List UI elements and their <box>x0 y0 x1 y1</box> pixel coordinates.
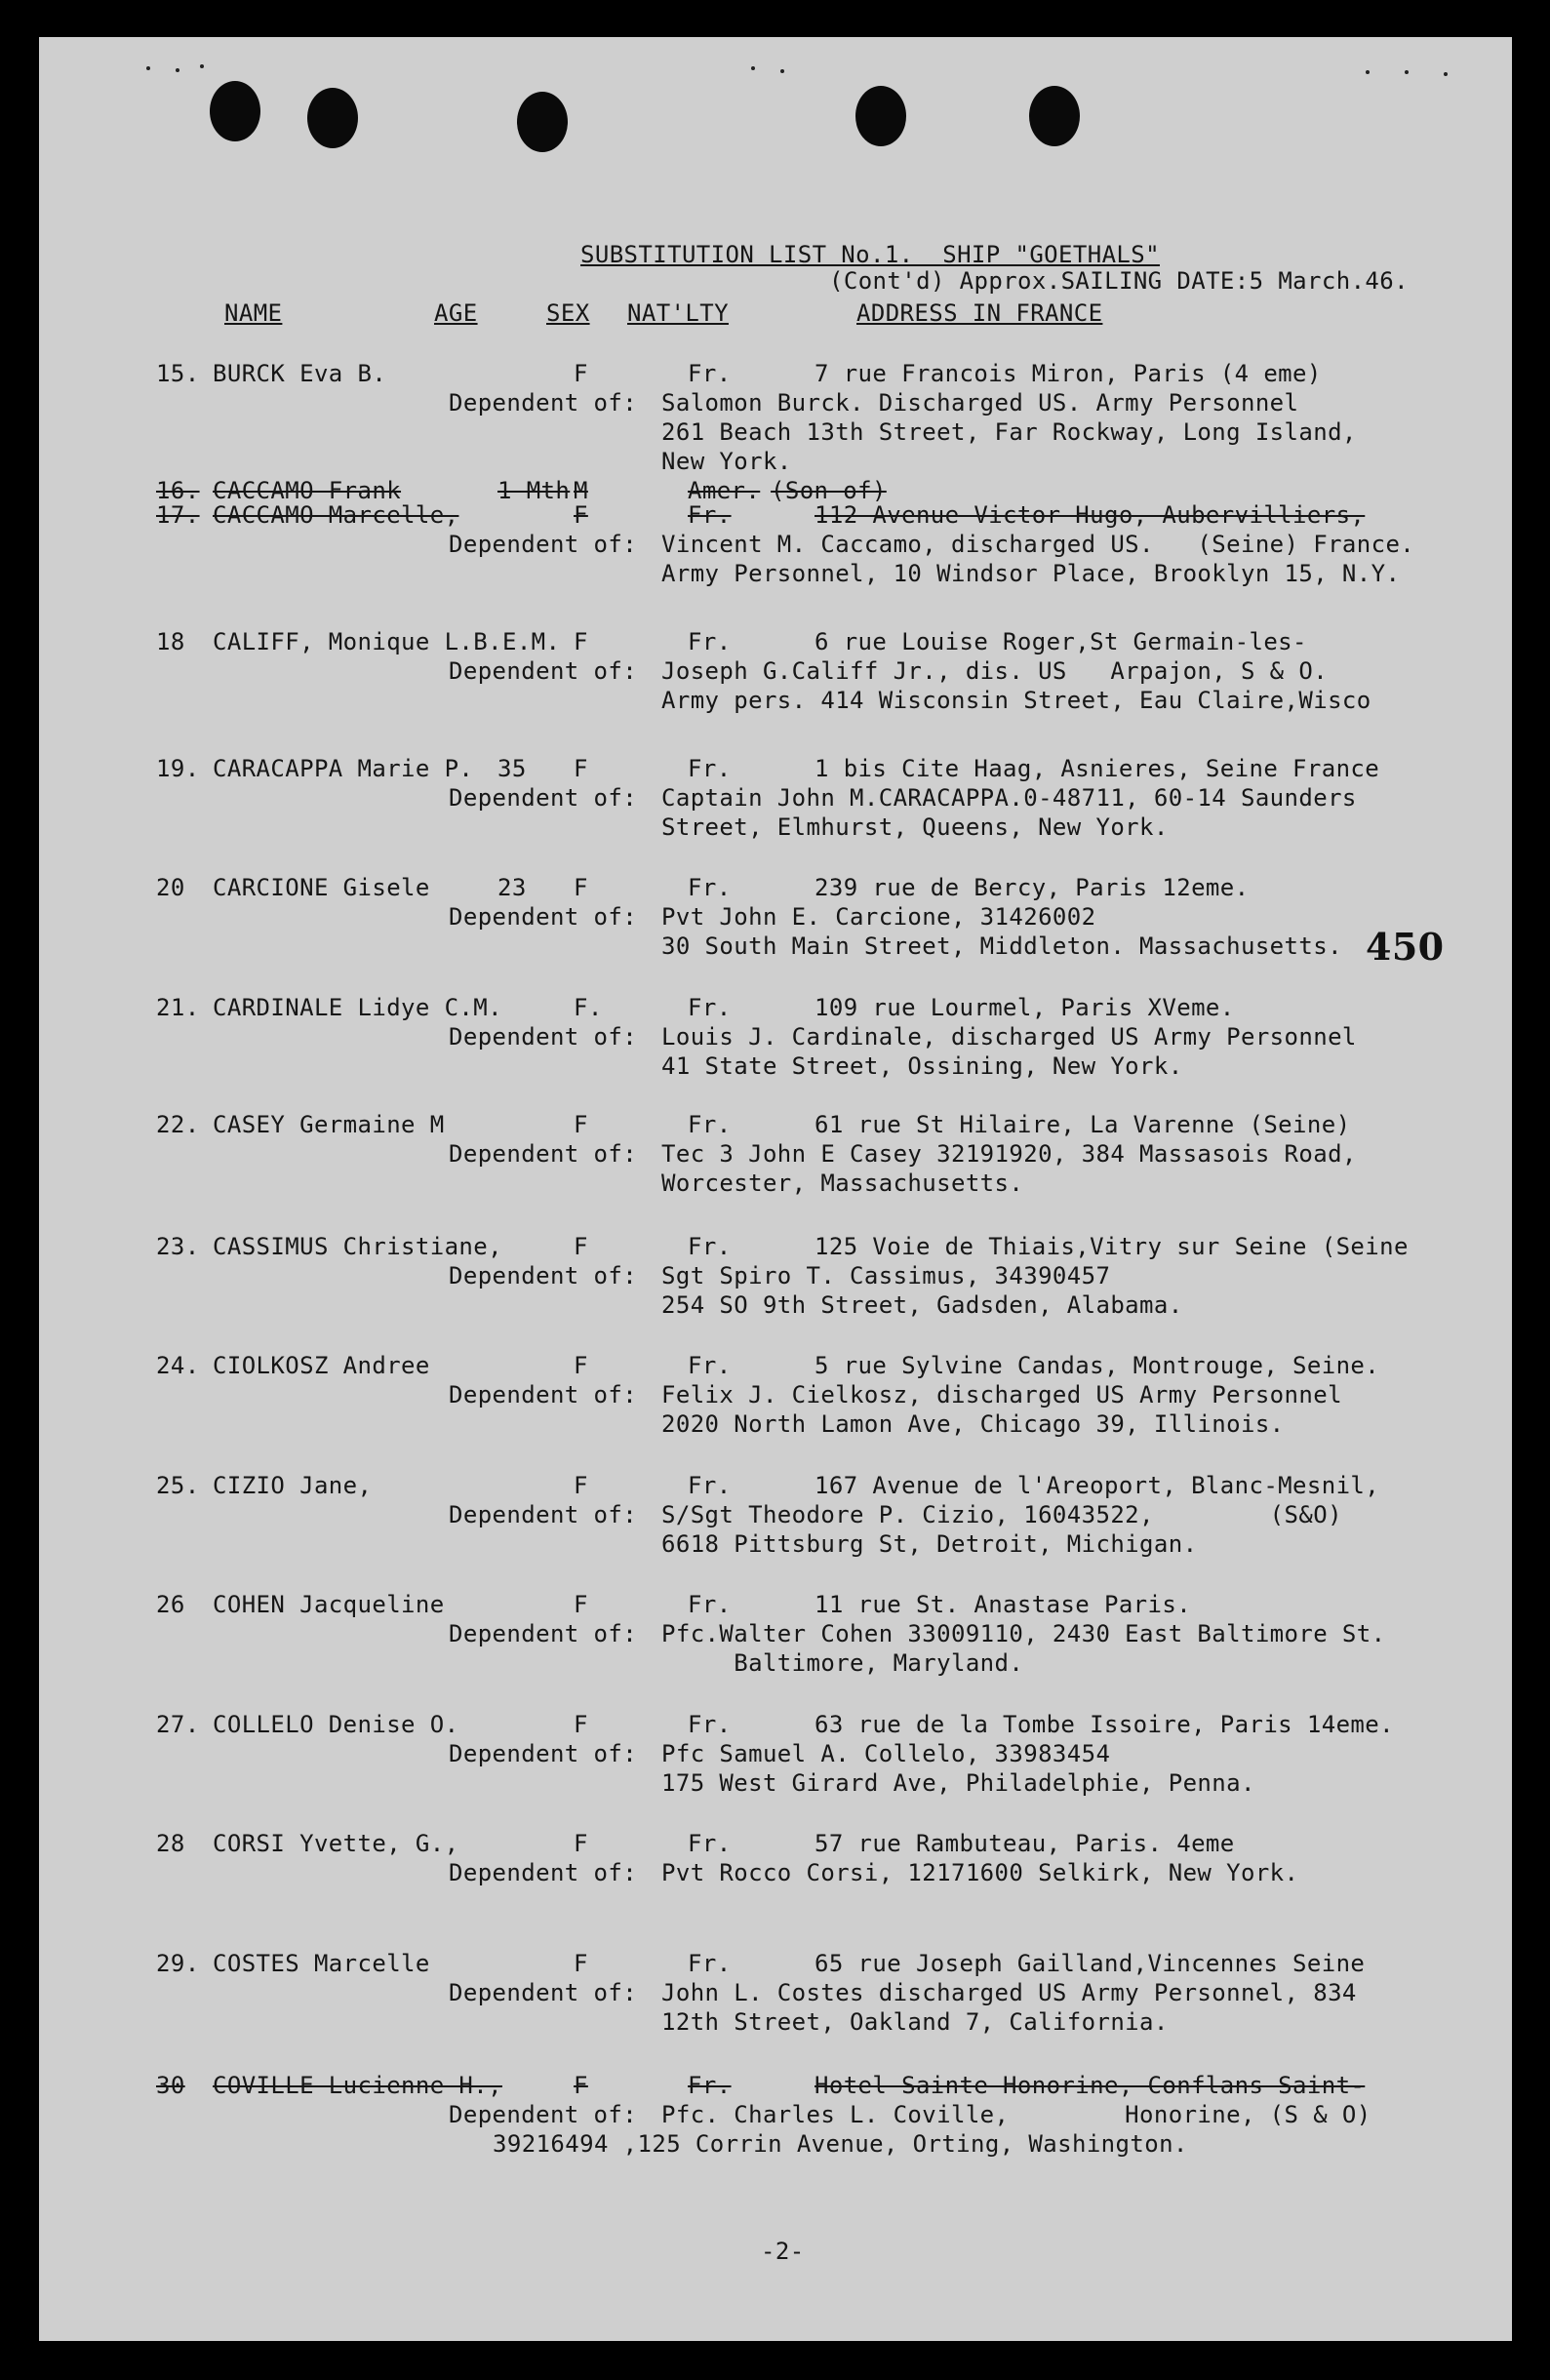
entry-number: 23. <box>156 1233 200 1260</box>
entry-address: (Son of) <box>771 477 887 504</box>
entry-sex: F <box>574 1472 588 1499</box>
entry-nationality: Fr. <box>688 1233 732 1260</box>
entry-number: 25. <box>156 1472 200 1499</box>
entry-number: 30 <box>156 2072 185 2099</box>
entry-nationality: Fr. <box>688 2072 732 2099</box>
entry-dependent-label: Dependent of: <box>449 1381 638 1408</box>
entry-sex: F <box>574 1711 588 1738</box>
entry-name: COLLELO Denise O. <box>213 1711 459 1738</box>
entry-nationality: Fr. <box>688 1352 732 1379</box>
entry-dependent-label: Dependent of: <box>449 1140 638 1168</box>
entry-name: CARCIONE Gisele <box>213 874 430 901</box>
entry-address: 6 rue Louise Roger,St Germain-les- <box>815 628 1307 655</box>
entry-sex: F <box>574 1111 588 1138</box>
entry-dependent-label: Dependent of: <box>449 784 638 812</box>
column-header-sex: SEX <box>546 299 590 327</box>
entry-address: 125 Voie de Thiais,Vitry sur Seine (Seine <box>815 1233 1409 1260</box>
entry-dependent-label: Dependent of: <box>449 531 638 558</box>
entry-sex: F <box>574 501 588 529</box>
entry-sex: F <box>574 360 588 387</box>
entry-dependent-line: Felix J. Cielkosz, discharged US Army Personnel <box>661 1381 1342 1408</box>
entry-address: Hotel Sainte Honorine, Conflans Saint- <box>815 2072 1366 2099</box>
entry-dependent-label: Dependent of: <box>449 2101 638 2128</box>
entry-number: 20 <box>156 874 185 901</box>
entry-dependent-line: Pvt Rocco Corsi, 12171600 Selkirk, New York. <box>661 1859 1299 1886</box>
entry-address: 1 bis Cite Haag, Asnieres, Seine France <box>815 755 1380 782</box>
entry-name: CIZIO Jane, <box>213 1472 373 1499</box>
entry-dependent-label: Dependent of: <box>449 389 638 416</box>
entry-name: CORSI Yvette, G., <box>213 1830 459 1857</box>
punch-hole <box>307 88 358 148</box>
entry-sex: F <box>574 2072 588 2099</box>
punch-hole <box>210 81 260 141</box>
entry-nationality: Fr. <box>688 360 732 387</box>
entry-dependent-line: Salomon Burck. Discharged US. Army Personnel <box>661 389 1299 416</box>
entry-dependent-line: Pfc. Charles L. Coville, Honorine, (S & O) <box>661 2101 1371 2128</box>
entry-dependent-line: 41 State Street, Ossining, New York. <box>661 1052 1183 1080</box>
entry-number: 19. <box>156 755 200 782</box>
entry-name: CIOLKOSZ Andree <box>213 1352 430 1379</box>
entry-dependent-label: Dependent of: <box>449 1740 638 1767</box>
entry-dependent-line: Louis J. Cardinale, discharged US Army Personnel <box>661 1023 1357 1051</box>
entry-dependent-line: Worcester, Massachusetts. <box>661 1170 1024 1197</box>
entry-dependent-label: Dependent of: <box>449 1501 638 1528</box>
entry-sex: F <box>574 1591 588 1618</box>
entry-dependent-line: Army pers. 414 Wisconsin Street, Eau Claire,Wisco <box>661 687 1371 714</box>
entry-number: 28 <box>156 1830 185 1857</box>
entry-dependent-label: Dependent of: <box>449 657 638 685</box>
entry-number: 15. <box>156 360 200 387</box>
entry-address: 63 rue de la Tombe Issoire, Paris 14eme. <box>815 1711 1394 1738</box>
entry-dependent-label: Dependent of: <box>449 1620 638 1647</box>
entry-name: CALIFF, Monique L.B.E.M. <box>213 628 561 655</box>
entry-dependent-label: Dependent of: <box>449 1023 638 1051</box>
entry-nationality: Fr. <box>688 1711 732 1738</box>
entry-nationality: Fr. <box>688 1472 732 1499</box>
entry-nationality: Fr. <box>688 501 732 529</box>
entry-dependent-label: Dependent of: <box>449 903 638 931</box>
entry-name: COVILLE Lucienne H., <box>213 2072 502 2099</box>
entry-address: 167 Avenue de l'Areoport, Blanc-Mesnil, <box>815 1472 1380 1499</box>
entry-dependent-line: 6618 Pittsburg St, Detroit, Michigan. <box>661 1530 1198 1558</box>
entry-dependent-line: 39216494 ,125 Corrin Avenue, Orting, Washington. <box>493 2130 1188 2158</box>
entry-dependent-line: Captain John M.CARACAPPA.0-48711, 60-14 Saunders <box>661 784 1357 812</box>
entry-sex: F. <box>574 994 603 1021</box>
column-header-age: AGE <box>434 299 478 327</box>
entry-dependent-line: Vincent M. Caccamo, discharged US. (Seine) France. <box>661 531 1415 558</box>
list-subtitle: (Cont'd) Approx.SAILING DATE:5 March.46. <box>829 267 1409 295</box>
entry-sex: F <box>574 1830 588 1857</box>
entry-nationality: Amer. <box>688 477 761 504</box>
entry-address: 61 rue St Hilaire, La Varenne (Seine) <box>815 1111 1351 1138</box>
entry-name: CARACAPPA Marie P. <box>213 755 474 782</box>
entry-age: 23 <box>497 874 527 901</box>
entry-dependent-line: 30 South Main Street, Middleton. Massachusetts. <box>661 932 1342 960</box>
entry-age: 1 Mth <box>497 477 571 504</box>
entry-dependent-label: Dependent of: <box>449 1859 638 1886</box>
entry-dependent-line: John L. Costes discharged US Army Personnel, 834 <box>661 1979 1357 2006</box>
entry-address: 7 rue Francois Miron, Paris (4 eme) <box>815 360 1322 387</box>
entry-address: 109 rue Lourmel, Paris XVeme. <box>815 994 1235 1021</box>
entry-sex: F <box>574 628 588 655</box>
entry-dependent-line: Tec 3 John E Casey 32191920, 384 Massasois Road, <box>661 1140 1357 1168</box>
entry-number: 27. <box>156 1711 200 1738</box>
entry-name: CASSIMUS Christiane, <box>213 1233 502 1260</box>
entry-number: 26 <box>156 1591 185 1618</box>
entry-nationality: Fr. <box>688 755 732 782</box>
entry-dependent-line: Pvt John E. Carcione, 31426002 <box>661 903 1096 931</box>
entry-dependent-label: Dependent of: <box>449 1979 638 2006</box>
entry-address: 57 rue Rambuteau, Paris. 4eme <box>815 1830 1235 1857</box>
entry-sex: F <box>574 1352 588 1379</box>
entry-number: 18 <box>156 628 185 655</box>
entry-dependent-line: Baltimore, Maryland. <box>661 1649 1024 1677</box>
punch-hole <box>517 92 568 152</box>
entry-number: 17. <box>156 501 200 529</box>
column-header-address: ADDRESS IN FRANCE <box>856 299 1103 327</box>
entry-dependent-line: Army Personnel, 10 Windsor Place, Brooklyn 15, N.Y. <box>661 560 1401 587</box>
punch-hole <box>855 86 906 146</box>
entry-number: 22. <box>156 1111 200 1138</box>
entry-address: 112 Avenue Victor Hugo, Aubervilliers, <box>815 501 1366 529</box>
punch-hole <box>1029 86 1080 146</box>
entry-address: 11 rue St. Anastase Paris. <box>815 1591 1192 1618</box>
entry-sex: F <box>574 874 588 901</box>
entry-dependent-line: Joseph G.Califf Jr., dis. US Arpajon, S & O. <box>661 657 1329 685</box>
entry-nationality: Fr. <box>688 1111 732 1138</box>
entry-sex: F <box>574 755 588 782</box>
entry-dependent-line: Sgt Spiro T. Cassimus, 34390457 <box>661 1262 1111 1289</box>
entry-nationality: Fr. <box>688 628 732 655</box>
entry-number: 21. <box>156 994 200 1021</box>
stamp-number: 450 <box>1366 925 1445 969</box>
page-number: -2- <box>761 2238 805 2265</box>
entry-name: CARDINALE Lidye C.M. <box>213 994 502 1021</box>
entry-name: CASEY Germaine M <box>213 1111 445 1138</box>
entry-dependent-line: 12th Street, Oakland 7, California. <box>661 2008 1169 2036</box>
entry-dependent-line: S/Sgt Theodore P. Cizio, 16043522, (S&O) <box>661 1501 1342 1528</box>
entry-dependent-line: Street, Elmhurst, Queens, New York. <box>661 813 1169 841</box>
entry-dependent-line: 2020 North Lamon Ave, Chicago 39, Illinois. <box>661 1410 1285 1438</box>
entry-nationality: Fr. <box>688 874 732 901</box>
entry-nationality: Fr. <box>688 1591 732 1618</box>
entry-dependent-line: 175 West Girard Ave, Philadelphie, Penna. <box>661 1769 1255 1797</box>
entry-sex: F <box>574 1950 588 1977</box>
column-header-nationality: NAT'LTY <box>627 299 729 327</box>
column-header-name: NAME <box>224 299 283 327</box>
entry-dependent-line: 261 Beach 13th Street, Far Rockway, Long Island, <box>661 418 1357 446</box>
entry-address: 5 rue Sylvine Candas, Montrouge, Seine. <box>815 1352 1380 1379</box>
entry-sex: M <box>574 477 588 504</box>
entry-sex: F <box>574 1233 588 1260</box>
entry-number: 29. <box>156 1950 200 1977</box>
entry-number: 24. <box>156 1352 200 1379</box>
entry-name: CACCAMO Frank <box>213 477 402 504</box>
entry-number: 16. <box>156 477 200 504</box>
entry-address: 65 rue Joseph Gailland,Vincennes Seine <box>815 1950 1366 1977</box>
entry-dependent-line: Pfc Samuel A. Collelo, 33983454 <box>661 1740 1111 1767</box>
entry-dependent-line: 254 SO 9th Street, Gadsden, Alabama. <box>661 1291 1183 1319</box>
entry-name: COSTES Marcelle <box>213 1950 430 1977</box>
entry-name: CACCAMO Marcelle, <box>213 501 459 529</box>
entry-address: 239 rue de Bercy, Paris 12eme. <box>815 874 1250 901</box>
entry-name: COHEN Jacqueline <box>213 1591 445 1618</box>
entry-name: BURCK Eva B. <box>213 360 387 387</box>
list-title: SUBSTITUTION LIST No.1. SHIP "GOETHALS" <box>580 241 1160 268</box>
entry-dependent-line: New York. <box>661 448 792 475</box>
entry-nationality: Fr. <box>688 994 732 1021</box>
entry-dependent-line: Pfc.Walter Cohen 33009110, 2430 East Baltimore St. <box>661 1620 1386 1647</box>
entry-nationality: Fr. <box>688 1950 732 1977</box>
document-page <box>39 37 1512 2341</box>
entry-age: 35 <box>497 755 527 782</box>
entry-dependent-label: Dependent of: <box>449 1262 638 1289</box>
entry-nationality: Fr. <box>688 1830 732 1857</box>
